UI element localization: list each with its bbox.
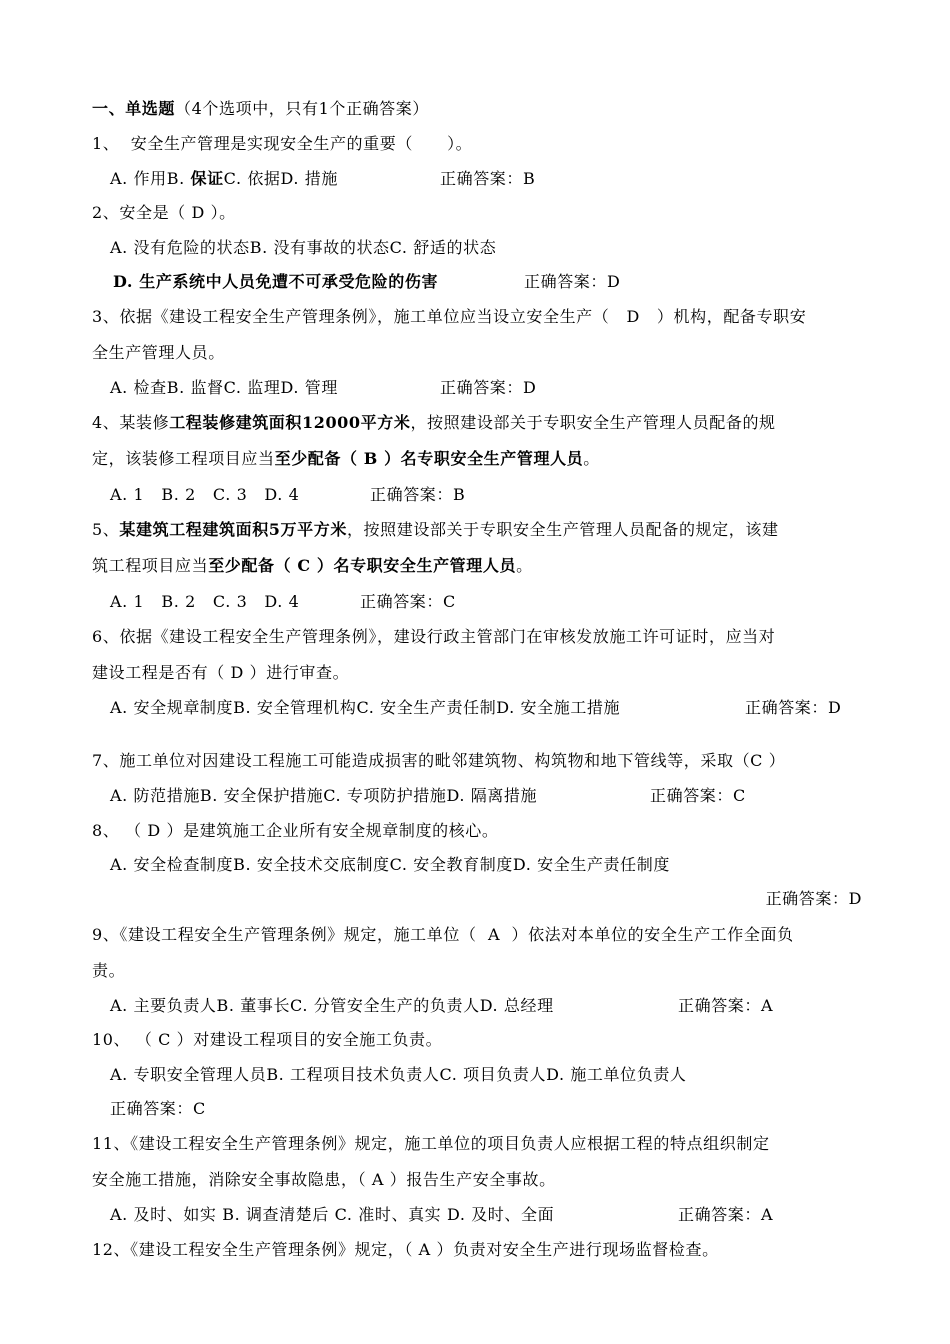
question-9-stem-line1: 9、《建设工程安全生产管理条例》规定，施工单位（ A ）依法对本单位的安全生产工作全面负 <box>92 925 794 944</box>
section-heading-line <box>92 98 429 120</box>
q5-stem2-part1: 筑工程项目应当 <box>92 556 209 575</box>
question-3-options: A. 检查B. 监督C. 监理D. 管理 <box>110 378 338 397</box>
question-11-options: A. 及时、如实 B. 调查清楚后 C. 准时、真实 D. 及时、全面 <box>110 1205 555 1224</box>
question-5-answer: 正确答案：C <box>360 592 456 611</box>
section-heading: 一、单选题 <box>92 99 176 118</box>
question-8-answer: 正确答案：D <box>765 889 862 908</box>
question-9-stem-line2: 责。 <box>92 961 126 980</box>
question-2-stem: 2、安全是（ D ）。 <box>92 203 236 222</box>
q5-stem2-bold: 至少配备（ C ）名专职安全生产管理人员 <box>208 556 517 575</box>
q4-stem2-part1: 定，该装修工程项目应当 <box>92 449 275 468</box>
question-3-stem-line1: 3、依据《建设工程安全生产管理条例》，施工单位应当设立安全生产（ D ）机构，配备专职安 <box>92 307 807 326</box>
q5-stem1-bold: 某建筑工程建筑面积5万平方米 <box>119 520 347 539</box>
q4-stem1-part3: ，按照建设部关于专职安全生产管理人员配备的规 <box>410 413 776 432</box>
question-10-answer: 正确答案：C <box>110 1099 206 1118</box>
question-8-stem: 8、 （ D ）是建筑施工企业所有安全规章制度的核心。 <box>92 821 499 840</box>
question-5-stem-line2 <box>92 555 533 577</box>
question-2-option-d: D. 生产系统中人员免遭不可承受危险的伤害 <box>113 272 439 291</box>
question-7-stem: 7、施工单位对因建设工程施工可能造成损害的毗邻建筑物、构筑物和地下管线等，采取（C ） <box>92 751 786 770</box>
question-6-answer: 正确答案：D <box>745 698 842 717</box>
q1-option-b: 保证 <box>190 169 224 188</box>
q5-stem2-part3: 。 <box>516 556 533 575</box>
question-8-options: A. 安全检查制度B. 安全技术交底制度C. 安全教育制度D. 安全生产责任制度 <box>110 855 670 874</box>
q4-stem2-part3: 。 <box>583 449 600 468</box>
question-9-answer: 正确答案：A <box>678 996 774 1015</box>
q5-stem1-part1: 5、 <box>92 520 120 539</box>
question-2-options-line1: A. 没有危险的状态B. 没有事故的状态C. 舒适的状态 <box>110 238 497 257</box>
question-4-stem-line1 <box>92 412 776 434</box>
section-note: （4个选项中，只有1个正确答案） <box>175 99 429 118</box>
question-11-stem-line2: 安全施工措施，消除安全事故隐患，（ A ）报告生产安全事故。 <box>92 1170 556 1189</box>
question-6-stem-line1: 6、依据《建设工程安全生产管理条例》，建设行政主管部门在审核发放施工许可证时，应当对 <box>92 627 776 646</box>
question-10-stem: 10、 （ C ）对建设工程项目的安全施工负责。 <box>92 1030 443 1049</box>
question-2-answer: 正确答案：D <box>524 272 621 291</box>
q4-stem1-part1: 4、某装修 <box>92 413 170 432</box>
question-1-options <box>110 168 338 190</box>
question-4-stem-line2 <box>92 448 600 470</box>
q1-option-rest: C. 依据D. 措施 <box>223 169 338 188</box>
question-10-options: A. 专职安全管理人员B. 工程项目技术负责人C. 项目负责人D. 施工单位负责人 <box>110 1065 687 1084</box>
question-11-answer: 正确答案：A <box>678 1205 774 1224</box>
question-11-stem-line1: 11、《建设工程安全生产管理条例》规定，施工单位的项目负责人应根据工程的特点组织制定 <box>92 1134 770 1153</box>
q4-stem2-bold: 至少配备（ B ）名专职安全生产管理人员 <box>274 449 584 468</box>
question-12-stem: 12、《建设工程安全生产管理条例》规定，（ A ）负责对安全生产进行现场监督检查。 <box>92 1240 719 1259</box>
question-1-answer: 正确答案：B <box>440 169 536 188</box>
q1-option-a: A. 作用B. <box>110 169 191 188</box>
question-6-options: A. 安全规章制度B. 安全管理机构C. 安全生产责任制D. 安全施工措施 <box>110 698 621 717</box>
question-9-options: A. 主要负责人B. 董事长C. 分管安全生产的负责人D. 总经理 <box>110 996 554 1015</box>
question-3-stem-line2: 全生产管理人员。 <box>92 343 225 362</box>
question-4-options: A. 1 B. 2 C. 3 D. 4 <box>110 485 300 504</box>
q4-stem1-bold: 工程装修建筑面积12000平方米 <box>169 413 411 432</box>
q5-stem1-part3: ，按照建设部关于专职安全生产管理人员配备的规定，该建 <box>346 520 779 539</box>
question-5-options: A. 1 B. 2 C. 3 D. 4 <box>110 592 300 611</box>
question-3-answer: 正确答案：D <box>440 378 537 397</box>
question-6-stem-line2: 建设工程是否有（ D ）进行审查。 <box>92 663 350 682</box>
question-4-answer: 正确答案：B <box>370 485 466 504</box>
question-5-stem-line1 <box>92 519 779 541</box>
question-7-options: A. 防范措施B. 安全保护措施C. 专项防护措施D. 隔离措施 <box>110 786 538 805</box>
question-7-answer: 正确答案：C <box>650 786 746 805</box>
question-1-stem: 1、 安全生产管理是实现安全生产的重要（ ）。 <box>92 134 473 153</box>
